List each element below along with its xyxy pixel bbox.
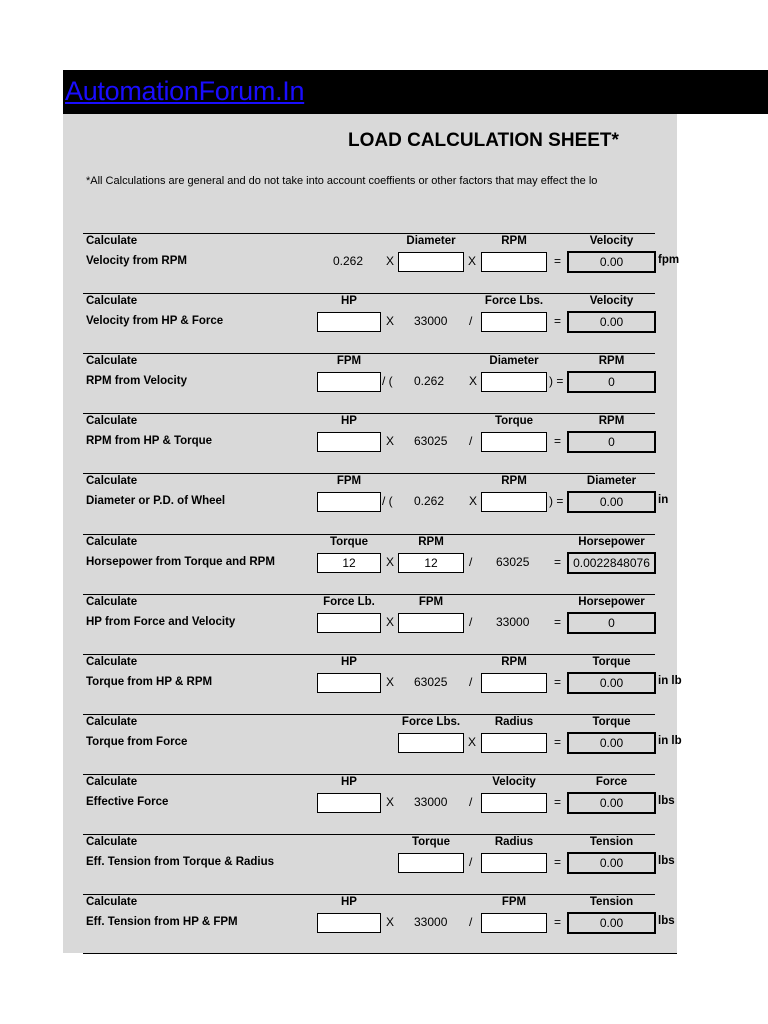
constant-value: 63025 xyxy=(496,555,530,569)
constant-value: 0.262 xyxy=(414,494,445,508)
operator: X xyxy=(386,555,395,569)
input-field-1[interactable] xyxy=(317,372,381,392)
column-header: Torque xyxy=(494,415,534,427)
constant-value: 33000 xyxy=(414,314,448,328)
result-value: 0.00 xyxy=(567,311,656,333)
result-value: 0.00 xyxy=(567,732,656,754)
result-value: 0 xyxy=(567,371,656,393)
calc-name: RPM from Velocity xyxy=(86,375,187,387)
calculate-label: Calculate xyxy=(86,716,138,728)
operator: / ( xyxy=(382,494,393,508)
input-field-1[interactable] xyxy=(317,793,381,813)
column-header: Horsepower xyxy=(578,596,645,608)
unit-label: lbs xyxy=(658,855,675,867)
block-divider xyxy=(83,233,655,234)
unit-label: fpm xyxy=(658,254,680,266)
column-header: Velocity xyxy=(492,776,536,788)
operator: X xyxy=(386,314,395,328)
bottom-divider xyxy=(83,953,677,954)
column-header: HP xyxy=(341,656,357,668)
unit-label: lbs xyxy=(658,795,675,807)
calculate-label: Calculate xyxy=(86,776,138,788)
calc-block xyxy=(0,353,768,413)
calc-name: Torque from HP & RPM xyxy=(86,676,213,688)
operator: X xyxy=(469,494,478,508)
constant-value: 0.262 xyxy=(414,374,445,388)
operator: X xyxy=(469,374,478,388)
calc-block xyxy=(0,714,768,774)
equals-sign: = xyxy=(554,675,562,689)
column-header: Horsepower xyxy=(578,536,645,548)
input-field-2[interactable] xyxy=(398,252,464,272)
calculate-label: Calculate xyxy=(86,536,138,548)
calc-name: RPM from HP & Torque xyxy=(86,435,213,447)
constant-value: 63025 xyxy=(414,434,448,448)
block-divider xyxy=(83,654,655,655)
input-field-3[interactable] xyxy=(481,492,547,512)
column-header: Diameter xyxy=(489,355,539,367)
column-header: Force Lb. xyxy=(323,596,375,608)
calc-block xyxy=(0,413,768,473)
block-divider xyxy=(83,714,655,715)
input-field-1[interactable] xyxy=(317,613,381,633)
constant-value: 0.262 xyxy=(333,254,364,268)
column-header: RPM xyxy=(418,536,444,548)
calc-block xyxy=(0,834,768,894)
calc-name: Effective Force xyxy=(86,796,169,808)
block-divider xyxy=(83,353,655,354)
equals-sign: = xyxy=(554,735,562,749)
operator: / xyxy=(469,675,473,689)
calc-name: Eff. Tension from HP & FPM xyxy=(86,916,238,928)
column-header: FPM xyxy=(501,896,527,908)
operator: / ( xyxy=(382,374,393,388)
page-title: LOAD CALCULATION SHEET* xyxy=(348,130,619,151)
calculate-label: Calculate xyxy=(86,656,138,668)
result-value: 0.00 xyxy=(567,912,656,934)
input-field-3[interactable] xyxy=(481,913,547,933)
operator: / xyxy=(469,795,473,809)
calc-block xyxy=(0,534,768,594)
column-header: Diameter xyxy=(406,235,456,247)
calculate-label: Calculate xyxy=(86,836,138,848)
calc-block xyxy=(0,894,768,954)
column-header: HP xyxy=(341,295,357,307)
operator: / xyxy=(469,615,473,629)
brand-link[interactable]: AutomationForum.In xyxy=(65,76,305,106)
input-field-2[interactable] xyxy=(398,853,464,873)
input-field-3[interactable] xyxy=(481,793,547,813)
input-field-1[interactable] xyxy=(317,432,381,452)
unit-label: in lb xyxy=(658,735,682,747)
result-value: 0 xyxy=(567,431,656,453)
calc-name: HP from Force and Velocity xyxy=(86,616,236,628)
equals-sign: ) = xyxy=(549,374,564,388)
operator: / xyxy=(469,314,473,328)
calc-block xyxy=(0,654,768,714)
operator: / xyxy=(469,434,473,448)
column-header: HP xyxy=(341,896,357,908)
block-divider xyxy=(83,774,655,775)
block-divider xyxy=(83,594,655,595)
equals-sign: ) = xyxy=(549,494,564,508)
result-value: 0.00 xyxy=(567,792,656,814)
block-divider xyxy=(83,293,655,294)
column-header: RPM xyxy=(598,415,625,427)
equals-sign: = xyxy=(554,314,562,328)
result-value: 0.00 xyxy=(567,251,656,273)
column-header: Torque xyxy=(329,536,369,548)
calculate-label: Calculate xyxy=(86,295,138,307)
operator: X xyxy=(386,915,395,929)
column-header: HP xyxy=(341,776,357,788)
column-header: Velocity xyxy=(589,295,634,307)
calc-name: Eff. Tension from Torque & Radius xyxy=(86,856,275,868)
calculate-label: Calculate xyxy=(86,235,138,247)
equals-sign: = xyxy=(554,795,562,809)
constant-value: 33000 xyxy=(496,615,530,629)
disclaimer-note: *All Calculations are general and do not take into account coeffients or other factors that may effect the lo xyxy=(86,175,598,187)
calc-name: Diameter or P.D. of Wheel xyxy=(86,495,226,507)
column-header: RPM xyxy=(501,475,527,487)
block-divider xyxy=(83,894,655,895)
input-field-3[interactable] xyxy=(481,252,547,272)
input-field-2[interactable]: 12 xyxy=(398,553,464,573)
unit-label: in xyxy=(658,494,669,506)
column-header: Velocity xyxy=(589,235,634,247)
calc-name: Torque from Force xyxy=(86,736,188,748)
column-header: Torque xyxy=(592,716,631,728)
calculate-label: Calculate xyxy=(86,896,138,908)
input-field-2[interactable] xyxy=(398,613,464,633)
operator: X xyxy=(386,434,395,448)
input-field-1[interactable] xyxy=(317,312,381,332)
column-header: FPM xyxy=(336,475,362,487)
operator: / xyxy=(469,555,473,569)
unit-label: in lb xyxy=(658,675,682,687)
input-field-3[interactable] xyxy=(481,733,547,753)
column-header: FPM xyxy=(418,596,444,608)
block-divider xyxy=(83,413,655,414)
unit-label: lbs xyxy=(658,915,675,927)
column-header: RPM xyxy=(501,235,527,247)
calc-block xyxy=(0,233,768,293)
calc-block xyxy=(0,594,768,654)
calc-block xyxy=(0,774,768,834)
operator: X xyxy=(386,615,395,629)
block-divider xyxy=(83,473,655,474)
column-header: Force Lbs. xyxy=(484,295,544,307)
calculate-label: Calculate xyxy=(86,415,138,427)
block-divider xyxy=(83,834,655,835)
operator: X xyxy=(386,675,395,689)
calc-block xyxy=(0,293,768,353)
result-value: 0.00 xyxy=(567,672,656,694)
input-field-3[interactable] xyxy=(481,853,547,873)
constant-value: 33000 xyxy=(414,795,448,809)
column-header: Tension xyxy=(589,896,634,908)
operator: X xyxy=(468,254,477,268)
calculate-label: Calculate xyxy=(86,475,138,487)
equals-sign: = xyxy=(554,615,562,629)
calc-name: Horsepower from Torque and RPM xyxy=(86,556,275,568)
calc-name: Velocity from HP & Force xyxy=(86,315,224,327)
constant-value: 63025 xyxy=(414,675,448,689)
input-field-1[interactable] xyxy=(317,913,381,933)
equals-sign: = xyxy=(554,254,562,268)
calculate-label: Calculate xyxy=(86,355,138,367)
result-value: 0.00 xyxy=(567,852,656,874)
column-header: Torque xyxy=(592,656,631,668)
calc-block xyxy=(0,473,768,533)
column-header: Radius xyxy=(494,716,534,728)
column-header: RPM xyxy=(501,656,527,668)
calc-name: Velocity from RPM xyxy=(86,255,187,267)
column-header: HP xyxy=(341,415,357,427)
constant-value: 33000 xyxy=(414,915,448,929)
column-header: Torque xyxy=(411,836,451,848)
equals-sign: = xyxy=(554,855,562,869)
operator: / xyxy=(469,855,473,869)
operator: X xyxy=(468,735,477,749)
input-field-3[interactable] xyxy=(481,673,547,693)
input-field-1[interactable] xyxy=(317,492,381,512)
result-value: 0 xyxy=(567,612,656,634)
input-field-1[interactable] xyxy=(317,673,381,693)
equals-sign: = xyxy=(554,915,562,929)
equals-sign: = xyxy=(554,555,562,569)
equals-sign: = xyxy=(554,434,562,448)
column-header: FPM xyxy=(336,355,362,367)
input-field-3[interactable] xyxy=(481,432,547,452)
column-header: Diameter xyxy=(586,475,637,487)
operator: X xyxy=(386,795,395,809)
input-field-1[interactable]: 12 xyxy=(317,553,381,573)
result-value: 0.00 xyxy=(567,491,656,513)
input-field-2[interactable] xyxy=(398,733,464,753)
block-divider xyxy=(83,534,655,535)
column-header: Force Lbs. xyxy=(401,716,461,728)
calculate-label: Calculate xyxy=(86,596,138,608)
column-header: Tension xyxy=(589,836,634,848)
column-header: RPM xyxy=(598,355,625,367)
operator: / xyxy=(469,915,473,929)
input-field-3[interactable] xyxy=(481,372,547,392)
column-header: Force xyxy=(595,776,628,788)
result-value: 0.0022848076 xyxy=(567,552,656,574)
input-field-3[interactable] xyxy=(481,312,547,332)
operator: X xyxy=(386,254,395,268)
column-header: Radius xyxy=(494,836,534,848)
